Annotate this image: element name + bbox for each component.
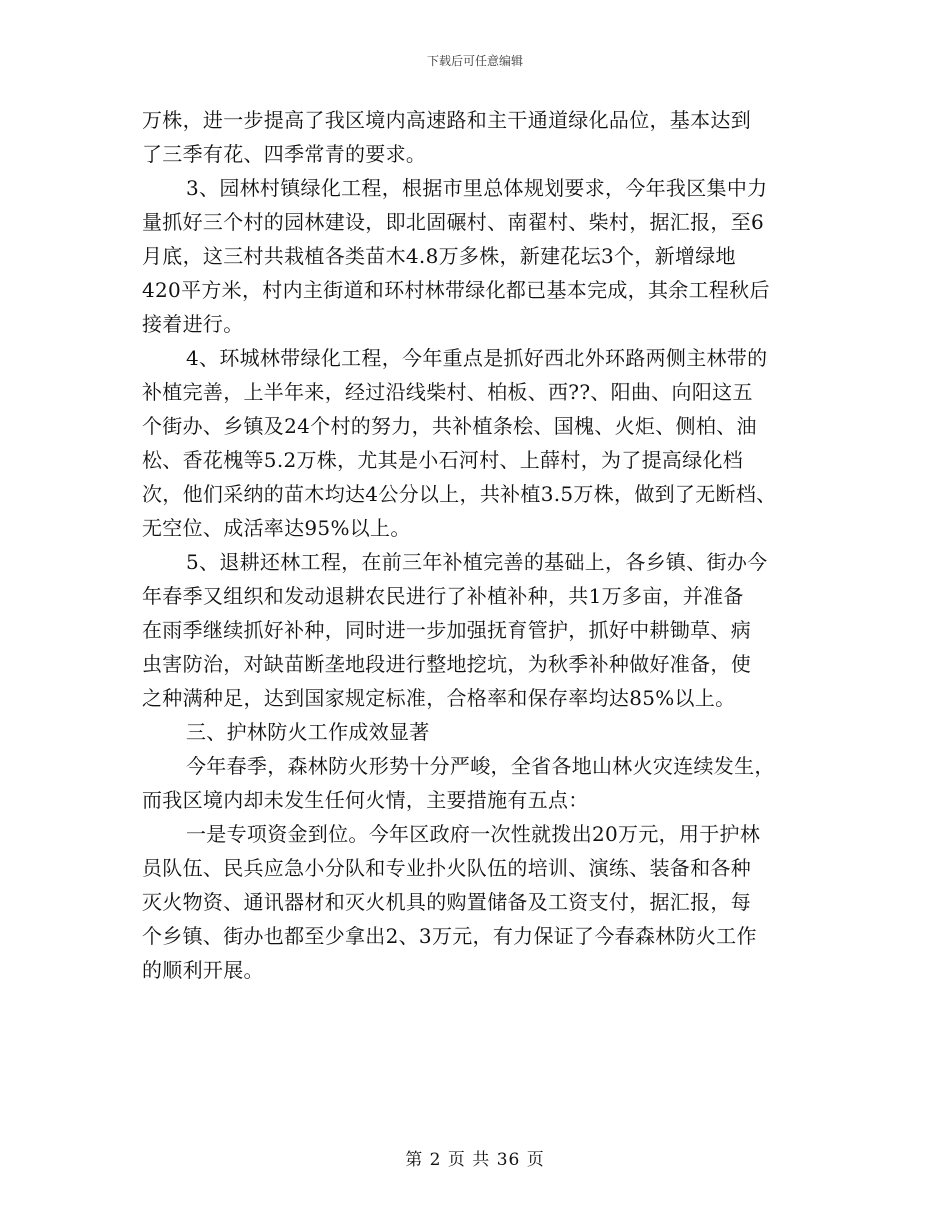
text-line: 员队伍、民兵应急小分队和专业扑火队伍的培训、演练、装备和各种: [142, 856, 751, 880]
text-line: 三、护林防火工作成效显著: [186, 720, 430, 744]
text-line: 5、退耕还林工程，在前三年补植完善的基础上，各乡镇、街办今: [186, 550, 768, 574]
text-line: 次，他们采纳的苗木均达4公分以上，共补植3.5万株，做到了无断档、: [142, 482, 777, 506]
text-line: 之种满种足，达到国家规定标准，合格率和保存率均达85%以上。: [142, 686, 736, 710]
text-line: 补植完善，上半年来，经过沿线柴村、柏板、西??、阳曲、向阳这五: [142, 380, 753, 404]
text-line: 420平方米，村内主街道和环村林带绿化都已基本完成，其余工程秋后: [142, 278, 770, 302]
text-line: 而我区境内却未发生任何火情，主要措施有五点：: [142, 788, 589, 812]
text-line: 灭火物资、通讯器材和灭火机具的购置储备及工资支付，据汇报，每: [142, 890, 751, 914]
text-line: 3、园林村镇绿化工程，根据市里总体规划要求，今年我区集中力: [186, 176, 768, 200]
text-line: 接着进行。: [142, 312, 244, 336]
text-line: 一是专项资金到位。今年区政府一次性就拨出20万元，用于护林: [186, 822, 761, 846]
text-line: 的顺利开展。: [142, 958, 264, 982]
text-line: 松、香花槐等5.2万株，尤其是小石河村、上薛村，为了提高绿化档: [142, 448, 744, 472]
text-line: 无空位、成活率达95%以上。: [142, 516, 411, 540]
text-line: 个街办、乡镇及24个村的努力，共补植条桧、国槐、火炬、侧柏、油: [142, 414, 757, 438]
page-header: 下载后可任意编辑: [426, 54, 523, 68]
text-line: 了三季有花、四季常青的要求。: [142, 142, 427, 166]
page-number: 第 2 页 共 36 页: [405, 1150, 545, 1170]
text-line: 4、环城林带绿化工程，今年重点是抓好西北外环路两侧主林带的: [186, 346, 768, 370]
text-line: 月底，这三村共栽植各类苗木4.8万多株，新建花坛3个，新增绿地: [142, 244, 736, 268]
text-line: 万株，进一步提高了我区境内高速路和主干通道绿化品位，基本达到: [142, 108, 751, 132]
document-body: [142, 103, 832, 987]
text-line: 在雨季继续抓好补种，同时进一步加强抚育管护，抓好中耕锄草、病: [142, 618, 751, 642]
text-line: 年春季又组织和发动退耕农民进行了补植补种，共1万多亩，并准备: [142, 584, 744, 608]
text-line: 虫害防治，对缺苗断垄地段进行整地挖坑，为秋季补种做好准备，使: [142, 652, 751, 676]
text-line: 个乡镇、街办也都至少拿出2、3万元，有力保证了今春森林防火工作: [142, 924, 757, 948]
text-line: 今年春季，森林防火形势十分严峻，全省各地山林火灾连续发生，: [186, 754, 775, 778]
text-line: 量抓好三个村的园林建设，即北固碾村、南翟村、柴村，据汇报，至6: [142, 210, 765, 234]
